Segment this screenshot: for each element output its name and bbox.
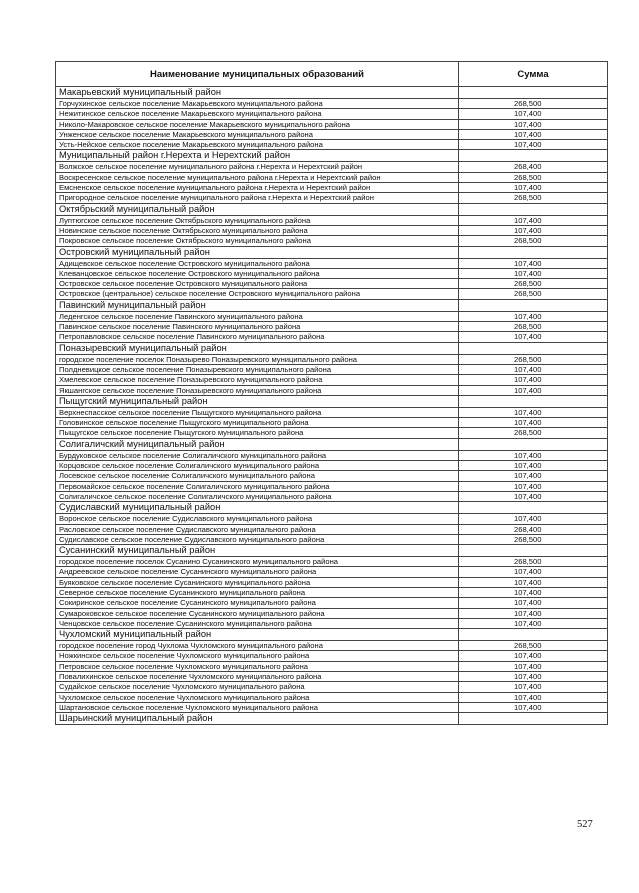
district-row [56, 246, 608, 258]
settlement-name: Хмелевское сельское поселение Поназыревского муниципального района [56, 375, 459, 385]
amount-cell: 268,500 [459, 354, 608, 364]
amount-cell [459, 713, 608, 725]
district-name: Сусанинский муниципальный район [56, 545, 459, 557]
amount-cell: 107,400 [459, 598, 608, 608]
table-row [56, 354, 608, 364]
table-row [56, 534, 608, 544]
amount-cell [459, 342, 608, 354]
settlement-name: Новинское сельское поселение Октябрьского муниципального района [56, 225, 459, 235]
district-row [56, 299, 608, 311]
table-row [56, 651, 608, 661]
settlement-name: Головинское сельское поселение Пыщугского муниципального района [56, 418, 459, 428]
district-name: Павинский муниципальный район [56, 299, 459, 311]
district-name: Шарьинский муниципальный район [56, 713, 459, 725]
amount-cell [459, 299, 608, 311]
amount-cell: 107,400 [459, 481, 608, 491]
district-row [56, 395, 608, 407]
amount-cell: 107,400 [459, 702, 608, 712]
table-row [56, 608, 608, 618]
table-row [56, 418, 608, 428]
table-row [56, 375, 608, 385]
settlement-name: Сумароковское сельское поселение Сусанинского муниципального района [56, 608, 459, 618]
table-body [56, 87, 608, 725]
district-name: Островский муниципальный район [56, 246, 459, 258]
amount-cell: 268,500 [459, 641, 608, 651]
table-row [56, 140, 608, 150]
table-row [56, 183, 608, 193]
settlement-name: Воскресенское сельское поселение муниципального района г.Нерехта и Нерехтский район [56, 172, 459, 182]
district-name: Муниципальный район г.Нерехта и Нерехтский район [56, 150, 459, 162]
amount-cell: 107,400 [459, 651, 608, 661]
settlement-name: Пригородное сельское поселение муниципального района г.Нерехта и Нерехтский район [56, 193, 459, 203]
settlement-name: Клеванцовское сельское поселение Островского муниципального района [56, 268, 459, 278]
amount-cell: 107,400 [459, 119, 608, 129]
amount-cell: 107,400 [459, 385, 608, 395]
amount-cell [459, 87, 608, 99]
district-row [56, 545, 608, 557]
amount-cell [459, 150, 608, 162]
settlement-name: Шартановское сельское поселение Чухломского муниципального района [56, 702, 459, 712]
amount-cell [459, 203, 608, 215]
district-name: Пыщугский муниципальный район [56, 395, 459, 407]
amount-cell: 268,500 [459, 322, 608, 332]
header-amount: Сумма [459, 62, 608, 87]
amount-cell: 107,400 [459, 692, 608, 702]
settlement-name: Верхнеспасское сельское поселение Пыщугского муниципального района [56, 407, 459, 417]
table-row [56, 99, 608, 109]
settlement-name: Первомайское сельское поселение Солигаличского муниципального района [56, 481, 459, 491]
amount-cell: 107,400 [459, 407, 608, 417]
amount-cell: 107,400 [459, 109, 608, 119]
district-name: Октябрьский муниципальный район [56, 203, 459, 215]
table-row [56, 364, 608, 374]
amount-cell: 268,500 [459, 193, 608, 203]
header-name: Наименование муниципальных образований [56, 62, 459, 87]
settlement-name: Повалихинское сельское поселение Чухломского муниципального района [56, 672, 459, 682]
table-row [56, 258, 608, 268]
settlement-name: Северное сельское поселение Сусанинского муниципального района [56, 587, 459, 597]
table-row [56, 481, 608, 491]
settlement-name: Леденгское сельское поселение Павинского муниципального района [56, 311, 459, 321]
settlement-name: Лосевское сельское поселение Солигаличского муниципального района [56, 471, 459, 481]
amount-cell: 268,500 [459, 534, 608, 544]
district-name: Судиславский муниципальный район [56, 502, 459, 514]
amount-cell: 268,500 [459, 289, 608, 299]
settlement-name: Горчухинское сельское поселение Макарьевского муниципального района [56, 99, 459, 109]
district-row [56, 438, 608, 450]
settlement-name: Судиславское сельское поселение Судиславского муниципального района [56, 534, 459, 544]
amount-cell: 107,400 [459, 567, 608, 577]
table-row [56, 450, 608, 460]
settlement-name: Николо-Макаровское сельское поселение Макарьевского муниципального района [56, 119, 459, 129]
district-row [56, 203, 608, 215]
settlement-name: Сокиринское сельское поселение Сусанинского муниципального района [56, 598, 459, 608]
district-name: Макарьевский муниципальный район [56, 87, 459, 99]
amount-cell: 107,400 [459, 471, 608, 481]
settlement-name: Волжское сельское поселение муниципального района г.Нерехта и Нерехтский район [56, 162, 459, 172]
table-row [56, 692, 608, 702]
amount-cell: 107,400 [459, 258, 608, 268]
settlement-name: Емсненское сельское поселение муниципального района г.Нерехта и Нерехтский район [56, 183, 459, 193]
amount-cell [459, 246, 608, 258]
settlement-name: Судайское сельское поселение Чухломского муниципального района [56, 682, 459, 692]
table-row [56, 236, 608, 246]
table-row [56, 109, 608, 119]
amount-cell: 107,400 [459, 608, 608, 618]
amount-cell: 107,400 [459, 461, 608, 471]
settlement-name: Павинское сельское поселение Павинского муниципального района [56, 322, 459, 332]
settlement-name: Островское (центральное) сельское поселение Островского муниципального района [56, 289, 459, 299]
table-row [56, 514, 608, 524]
amount-cell: 107,400 [459, 225, 608, 235]
amount-cell: 107,400 [459, 661, 608, 671]
amount-cell: 107,400 [459, 514, 608, 524]
settlement-name: Якшангское сельское поселение Поназыревского муниципального района [56, 385, 459, 395]
settlement-name: Воронское сельское поселение Судиславского муниципального района [56, 514, 459, 524]
table-row [56, 577, 608, 587]
settlement-name: городское поселение город Чухлома Чухломского муниципального района [56, 641, 459, 651]
settlement-name: Буяковское сельское поселение Сусанинского муниципального района [56, 577, 459, 587]
table-row [56, 641, 608, 651]
table-row [56, 193, 608, 203]
table-row [56, 618, 608, 628]
amount-cell: 268,500 [459, 428, 608, 438]
page-number: 527 [577, 819, 593, 830]
amount-cell: 268,500 [459, 99, 608, 109]
table-row [56, 661, 608, 671]
amount-cell: 268,500 [459, 172, 608, 182]
amount-cell: 107,400 [459, 618, 608, 628]
amount-cell: 268,400 [459, 524, 608, 534]
amount-cell: 107,400 [459, 672, 608, 682]
allocation-table [55, 61, 608, 725]
amount-cell: 107,400 [459, 450, 608, 460]
district-row [56, 502, 608, 514]
table-row [56, 322, 608, 332]
table-row [56, 119, 608, 129]
amount-cell: 107,400 [459, 140, 608, 150]
table-row [56, 461, 608, 471]
table-row [56, 332, 608, 342]
table-row [56, 268, 608, 278]
amount-cell: 268,400 [459, 162, 608, 172]
table-row [56, 172, 608, 182]
table-row [56, 407, 608, 417]
amount-cell: 107,400 [459, 577, 608, 587]
amount-cell [459, 395, 608, 407]
amount-cell: 268,500 [459, 557, 608, 567]
settlement-name: Корцовское сельское поселение Солигаличского муниципального района [56, 461, 459, 471]
settlement-name: Унженское сельское поселение Макарьевского муниципального района [56, 129, 459, 139]
table-row [56, 225, 608, 235]
settlement-name: Пыщугское сельское поселение Пыщугского муниципального района [56, 428, 459, 438]
settlement-name: городское поселение поселок Поназырево Поназыревского муниципального района [56, 354, 459, 364]
district-name: Чухломский муниципальный район [56, 629, 459, 641]
table-row [56, 598, 608, 608]
table-row [56, 491, 608, 501]
amount-cell: 268,500 [459, 279, 608, 289]
district-row [56, 150, 608, 162]
amount-cell: 107,400 [459, 375, 608, 385]
settlement-name: Солигаличское сельское поселение Солигаличского муниципального района [56, 491, 459, 501]
table-row [56, 702, 608, 712]
amount-cell [459, 545, 608, 557]
district-row [56, 87, 608, 99]
table-row [56, 289, 608, 299]
settlement-name: Ченцовское сельское поселение Сусанинского муниципального района [56, 618, 459, 628]
district-name: Поназыревский муниципальный район [56, 342, 459, 354]
table-row [56, 279, 608, 289]
settlement-name: Расловское сельское поселение Судиславского муниципального района [56, 524, 459, 534]
settlement-name: городское поселение поселок Сусанино Сусанинского муниципального района [56, 557, 459, 567]
amount-cell [459, 629, 608, 641]
settlement-name: Адищевское сельское поселение Островского муниципального района [56, 258, 459, 268]
settlement-name: Ножкинское сельское поселение Чухломского муниципального района [56, 651, 459, 661]
table-row [56, 524, 608, 534]
table-row [56, 682, 608, 692]
table-header-row [56, 62, 608, 87]
amount-cell: 268,500 [459, 236, 608, 246]
settlement-name: Луптюгское сельское поселение Октябрьского муниципального района [56, 215, 459, 225]
settlement-name: Бурдуковское сельское поселение Солигаличского муниципального района [56, 450, 459, 460]
settlement-name: Полдневицкое сельское поселение Поназыревского муниципального района [56, 364, 459, 374]
amount-cell: 107,400 [459, 311, 608, 321]
settlement-name: Островское сельское поселение Островского муниципального района [56, 279, 459, 289]
district-row [56, 629, 608, 641]
table-row [56, 385, 608, 395]
amount-cell: 107,400 [459, 418, 608, 428]
amount-cell: 107,400 [459, 332, 608, 342]
amount-cell [459, 438, 608, 450]
settlement-name: Петровское сельское поселение Чухломского муниципального района [56, 661, 459, 671]
table-row [56, 129, 608, 139]
settlement-name: Покровское сельское поселение Октябрьского муниципального района [56, 236, 459, 246]
amount-cell: 107,400 [459, 682, 608, 692]
table-row [56, 311, 608, 321]
table-row [56, 428, 608, 438]
district-row [56, 342, 608, 354]
amount-cell [459, 502, 608, 514]
settlement-name: Чухломское сельское поселение Чухломского муниципального района [56, 692, 459, 702]
settlement-name: Андреевское сельское поселение Сусанинского муниципального района [56, 567, 459, 577]
amount-cell: 107,400 [459, 183, 608, 193]
table-row [56, 557, 608, 567]
table-row [56, 567, 608, 577]
settlement-name: Нежитинское сельское поселение Макарьевского муниципального района [56, 109, 459, 119]
district-name: Солигаличский муниципальный район [56, 438, 459, 450]
district-row [56, 713, 608, 725]
settlement-name: Петропавловское сельское поселение Павинского муниципального района [56, 332, 459, 342]
table-row [56, 215, 608, 225]
table-row [56, 672, 608, 682]
amount-cell: 107,400 [459, 215, 608, 225]
table-row [56, 162, 608, 172]
settlement-name: Усть-Нейское сельское поселение Макарьевского муниципального района [56, 140, 459, 150]
table-row [56, 471, 608, 481]
amount-cell: 107,400 [459, 491, 608, 501]
amount-cell: 107,400 [459, 268, 608, 278]
amount-cell: 107,400 [459, 364, 608, 374]
table-row [56, 587, 608, 597]
amount-cell: 107,400 [459, 129, 608, 139]
amount-cell: 107,400 [459, 587, 608, 597]
